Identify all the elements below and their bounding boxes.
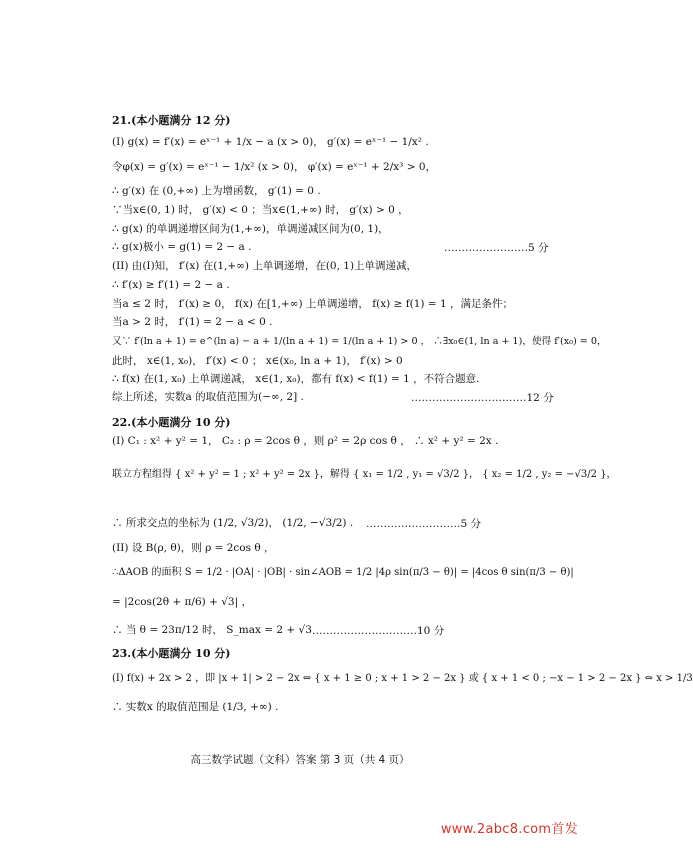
q22-score-10: …………………………10 分: [312, 625, 445, 637]
q22-line-1: (I) C₁ : x² + y² = 1， C₂ : ρ = 2cos θ ，则 ρ² = 2ρ cos θ ， ∴ x² + y² = 2x .: [112, 435, 499, 447]
q21-line-6: ∴ g(x)极小 = g(1) = 2 − a .: [112, 241, 252, 253]
q22-line-6: = |2cos(2θ + π/6) + √3| ，: [112, 596, 252, 608]
q23-line-2: ∴ 实数x 的取值范围是 (1/3, +∞) .: [112, 701, 279, 713]
q22-line-3: ∴ 所求交点的坐标为 (1/2, √3/2)， (1/2, −√3/2) .: [112, 517, 354, 529]
q22-line-7: ∴ 当 θ = 23π/12 时， S_max = 2 + √3: [112, 624, 312, 636]
q22-line-4: (II) 设 B(ρ, θ)，则 ρ = 2cos θ ，: [112, 542, 275, 554]
q21-line-4: ∵当x∈(0, 1) 时， g′(x) < 0 ；当x∈(1,+∞) 时， g′(x) > 0 ，: [112, 204, 409, 216]
q22-line-2: 联立方程组得 { x² + y² = 1 ; x² + y² = 2x }，解得 { x₁ = 1/2 , y₁ = √3/2 }， { x₂ = 1/2 , y₂ = −√3/2 }，: [112, 469, 617, 480]
q21-heading: 21.(本小题满分 12 分): [112, 114, 231, 127]
q21-score-5: ……………………5 分: [444, 242, 549, 254]
q22-line-5: ∴ΔAOB 的面积 S = 1/2 · |OA| · |OB| · sin∠AOB = 1/2 |4ρ sin(π/3 − θ)| = |4cos θ sin(π/3 − θ)|: [112, 567, 574, 578]
q22-score-5: ………………………5 分: [366, 518, 482, 530]
q21-line-11: 又∵ f′(ln a + 1) = e^(ln a) − a + 1/(ln a + 1) = 1/(ln a + 1) > 0 ， ∴∃x₀∈(1, ln a + 1)，使得 f′(x₀) = 0，: [112, 336, 607, 347]
site-watermark: www.2abc8.com首发: [440, 822, 578, 837]
q21-line-13: ∴ f(x) 在(1, x₀) 上单调递减， x∈(1, x₀)，都有 f(x) < f(1) = 1 ，不符合题意.: [112, 373, 480, 385]
page-footer: 高三数学试题（文科）答案 第 3 页（共 4 页）: [190, 754, 410, 766]
q21-line-1: (I) g(x) = f′(x) = eˣ⁻¹ + 1/x − a (x > 0)， g′(x) = eˣ⁻¹ − 1/x² .: [112, 136, 429, 148]
q21-line-8: ∴ f′(x) ≥ f′(1) = 2 − a .: [112, 279, 230, 291]
q22-heading: 22.(本小题满分 10 分): [112, 416, 231, 429]
q21-line-2: 令φ(x) = g′(x) = eˣ⁻¹ − 1/x² (x > 0)， φ′(x) = eˣ⁻¹ + 2/x³ > 0，: [112, 161, 437, 173]
q23-line-1: (I) f(x) + 2x > 2 ，即 |x + 1| > 2 − 2x ⇔ { x + 1 ≥ 0 ; x + 1 > 2 − 2x } 或 { x + 1 < 0 ; −x − 1 > 2 − 2x } ⇔ x > 1/3: [112, 673, 693, 684]
q21-line-12: 此时， x∈(1, x₀)， f′(x) < 0 ； x∈(x₀, ln a + 1)， f′(x) > 0: [112, 355, 403, 367]
q21-line-14: 综上所述，实数a 的取值范围为(−∞, 2] .: [112, 391, 304, 403]
q21-line-10: 当a > 2 时， f′(1) = 2 − a < 0 .: [112, 316, 273, 328]
q21-line-5: ∴ g(x) 的单调递增区间为(1,+∞)，单调递减区间为(0, 1)，: [112, 223, 389, 235]
q21-line-7: (II) 由(I)知， f′(x) 在(1,+∞) 上单调递增，在(0, 1)上单调递减，: [112, 260, 418, 272]
q23-heading: 23.(本小题满分 10 分): [112, 647, 231, 660]
q21-score-12: ……………………………12 分: [411, 392, 554, 404]
q21-line-9: 当a ≤ 2 时， f′(x) ≥ 0， f(x) 在[1,+∞) 上单调递增， f(x) ≥ f(1) = 1 ，满足条件；: [112, 298, 513, 310]
q21-line-3: ∴ g′(x) 在 (0,+∞) 上为增函数， g′(1) = 0 .: [112, 185, 321, 197]
